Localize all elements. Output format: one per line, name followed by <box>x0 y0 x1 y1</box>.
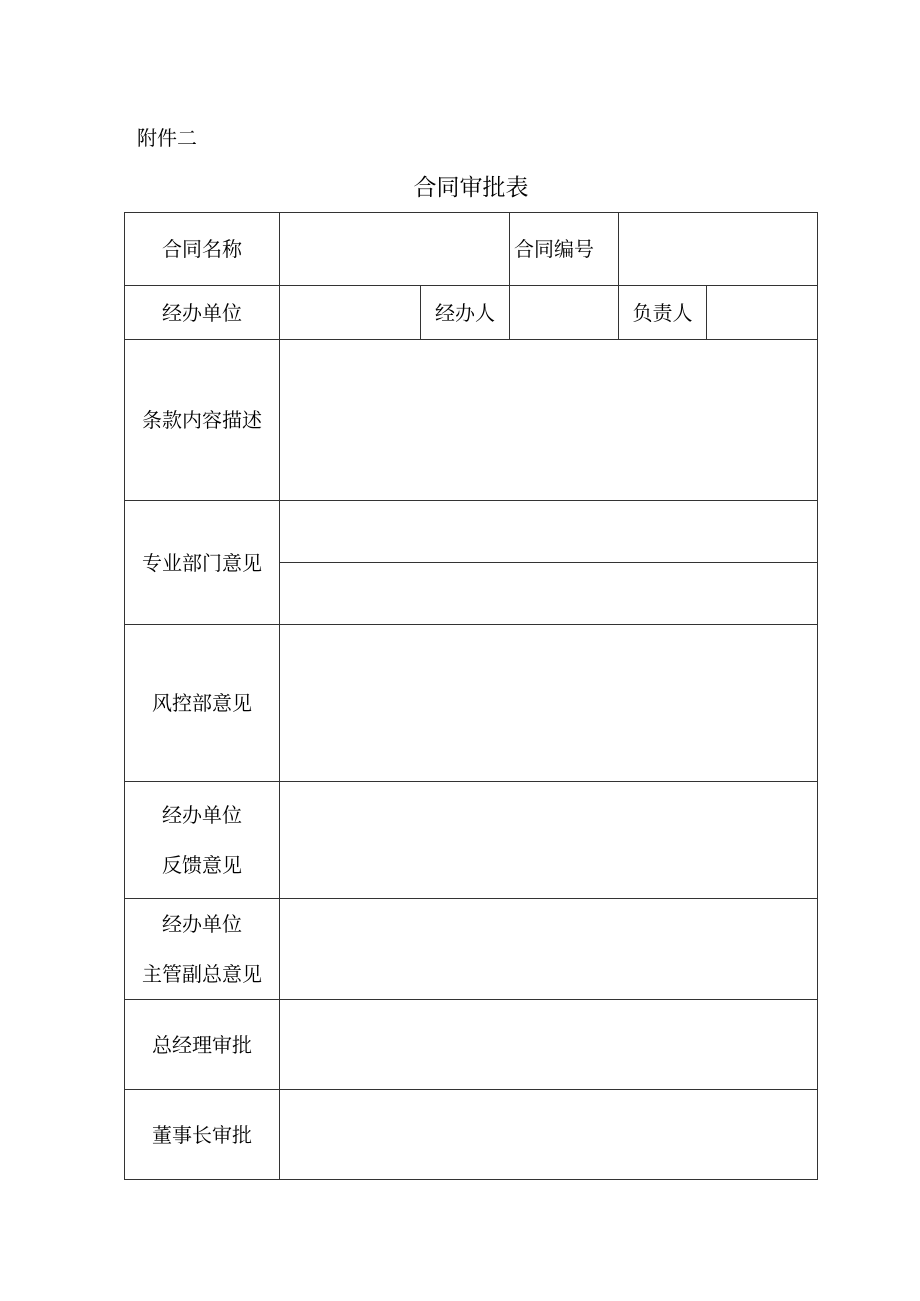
row-feedback <box>125 782 818 899</box>
contract-approval-table <box>124 212 818 1180</box>
row-chairman-approval <box>125 1090 818 1180</box>
dept-opinion-label: 专业部门意见 <box>125 501 280 625</box>
unit-label: 经办单位 <box>125 286 280 340</box>
handler-label: 经办人 <box>421 286 510 340</box>
row-vp-opinion <box>125 899 818 1000</box>
row-risk-opinion <box>125 625 818 782</box>
feedback-label-line2: 反馈意见 <box>162 853 242 877</box>
contract-name-label: 合同名称 <box>125 213 280 286</box>
row-unit <box>125 286 818 340</box>
dept-opinion-field[interactable] <box>280 501 818 625</box>
row-terms <box>125 340 818 501</box>
feedback-label-line1: 经办单位 <box>162 803 242 827</box>
principal-label: 负责人 <box>619 286 707 340</box>
vp-opinion-label <box>125 899 280 1000</box>
chairman-approval-field[interactable] <box>280 1090 818 1180</box>
risk-opinion-label: 风控部意见 <box>125 625 280 782</box>
contract-name-field[interactable] <box>280 213 510 286</box>
unit-field[interactable] <box>280 286 421 340</box>
dept-opinion-line-2[interactable] <box>280 562 817 624</box>
row-gm-approval <box>125 1000 818 1090</box>
vp-label-line1: 经办单位 <box>162 912 242 936</box>
vp-label-line2: 主管副总意见 <box>142 962 262 986</box>
gm-approval-label: 总经理审批 <box>125 1000 280 1090</box>
gm-approval-field[interactable] <box>280 1000 818 1090</box>
contract-no-field[interactable] <box>619 213 818 286</box>
principal-field[interactable] <box>707 286 818 340</box>
vp-opinion-field[interactable] <box>280 899 818 1000</box>
contract-no-label: 合同编号 <box>510 213 619 286</box>
attachment-label: 附件二 <box>137 126 197 150</box>
dept-opinion-split <box>280 501 817 624</box>
chairman-approval-label: 董事长审批 <box>125 1090 280 1180</box>
terms-field[interactable] <box>280 340 818 501</box>
feedback-field[interactable] <box>280 782 818 899</box>
dept-opinion-line-1[interactable] <box>280 501 817 562</box>
form-title: 合同审批表 <box>413 175 529 201</box>
risk-opinion-field[interactable] <box>280 625 818 782</box>
terms-label: 条款内容描述 <box>125 340 280 501</box>
feedback-label <box>125 782 280 899</box>
handler-field[interactable] <box>510 286 619 340</box>
row-contract-name <box>125 213 818 286</box>
row-dept-opinion <box>125 501 818 625</box>
